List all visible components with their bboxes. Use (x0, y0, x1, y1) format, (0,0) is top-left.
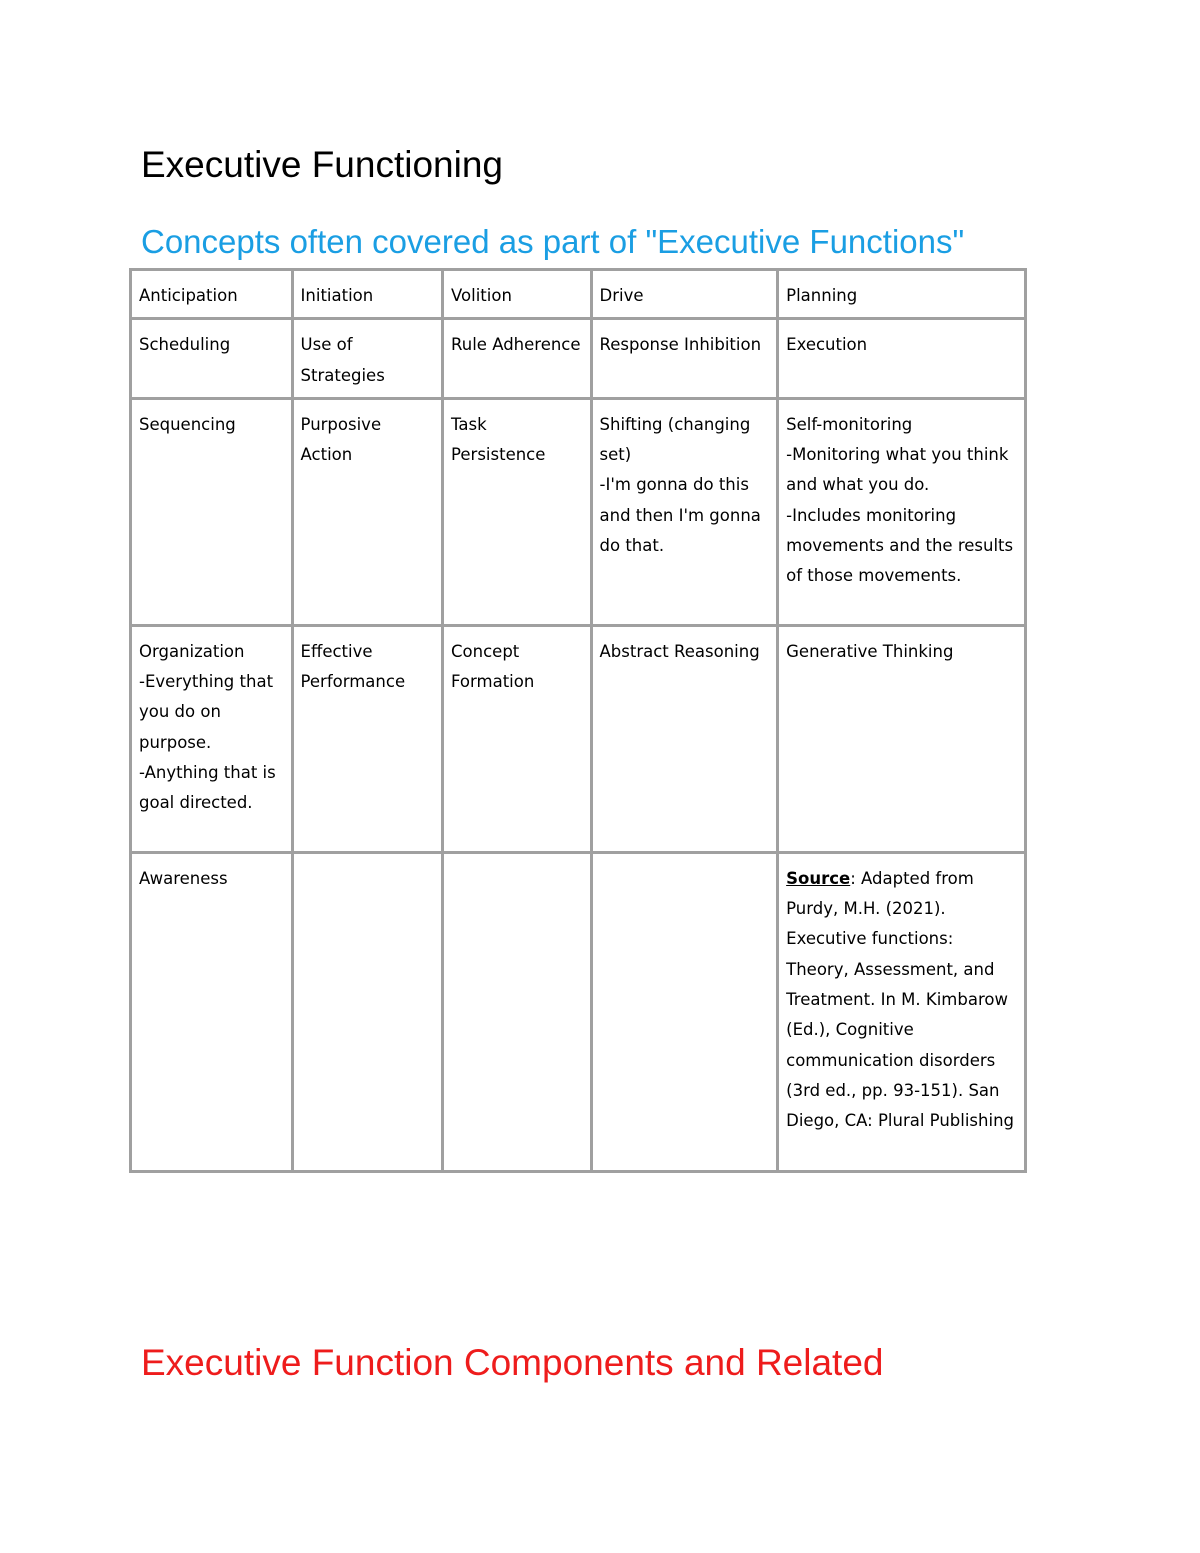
cell-text: Scheduling (139, 335, 231, 355)
cell-text: -Monitoring what you think and what you do. (786, 445, 1009, 495)
cell-text: Anticipation (139, 286, 238, 305)
source-text: : Adapted from Purdy, M.H. (2021). Executive functions: Theory, Assessment, and Treatment. In M. Kimbarow (Ed.), Cognitive communication disorders (3rd ed., pp. 93-151). San Diego, CA: Plural Publishing (786, 868, 1015, 1131)
cell-text: Task Persistence (451, 414, 546, 465)
table-cell (292, 852, 443, 1171)
cell-text: Shifting (changing set) (599, 414, 751, 465)
cell-text: Initiation (300, 286, 374, 305)
table-cell (591, 852, 778, 1171)
cell-text: Awareness (139, 868, 228, 888)
table-row (131, 270, 1026, 319)
concepts-table (129, 268, 1027, 1173)
table-cell (591, 398, 778, 625)
section-heading-components: Executive Function Components and Related (141, 1342, 884, 1383)
cell-text: Planning (786, 286, 858, 305)
source-citation-cell (778, 852, 1026, 1171)
cell-text: Generative Thinking (786, 641, 954, 661)
table-cell (131, 398, 293, 625)
table-cell (591, 319, 778, 399)
table-cell (292, 398, 443, 625)
cell-text: -I'm gonna do this and then I'm gonna do that. (599, 475, 761, 556)
table-row (131, 625, 1026, 852)
table-cell (131, 270, 293, 319)
table-cell (131, 319, 293, 399)
cell-text: Use of Strategies (300, 335, 385, 385)
cell-text: Concept Formation (451, 641, 535, 692)
table-row (131, 398, 1026, 625)
table-cell (131, 625, 293, 852)
source-label: Source (786, 868, 851, 888)
table-cell (443, 398, 591, 625)
cell-text: Rule Adherence (451, 335, 581, 355)
cell-text: Abstract Reasoning (599, 641, 760, 661)
table-row (131, 319, 1026, 399)
cell-text: -Anything that is goal directed. (139, 763, 276, 813)
cell-text: Drive (599, 286, 644, 305)
table-cell (292, 270, 443, 319)
table-cell (443, 319, 591, 399)
table-cell (443, 852, 591, 1171)
table-cell (443, 270, 591, 319)
cell-text: Response Inhibition (599, 335, 762, 355)
table-cell (292, 319, 443, 399)
cell-text: -Everything that you do on purpose. (139, 672, 274, 752)
table-cell (778, 398, 1026, 625)
table-cell (443, 625, 591, 852)
table-cell (778, 625, 1026, 852)
table-cell (778, 270, 1026, 319)
cell-text: Self-monitoring (786, 414, 913, 434)
section-heading-concepts: Concepts often covered as part of "Executive Functions" (141, 223, 965, 260)
table-cell (778, 319, 1026, 399)
cell-text: Purposive Action (300, 414, 382, 465)
cell-text: Effective Performance (300, 641, 406, 692)
table-cell (131, 852, 293, 1171)
cell-text: -Includes monitoring movements and the results of those movements. (786, 505, 1014, 586)
cell-text: Organization (139, 641, 245, 661)
document-title: Executive Functioning (141, 144, 503, 185)
table-cell (591, 625, 778, 852)
table-cell (591, 270, 778, 319)
table-cell (292, 625, 443, 852)
table-row (131, 852, 1026, 1171)
cell-text: Execution (786, 335, 868, 355)
cell-text: Volition (451, 286, 512, 305)
cell-text: Sequencing (139, 414, 236, 434)
